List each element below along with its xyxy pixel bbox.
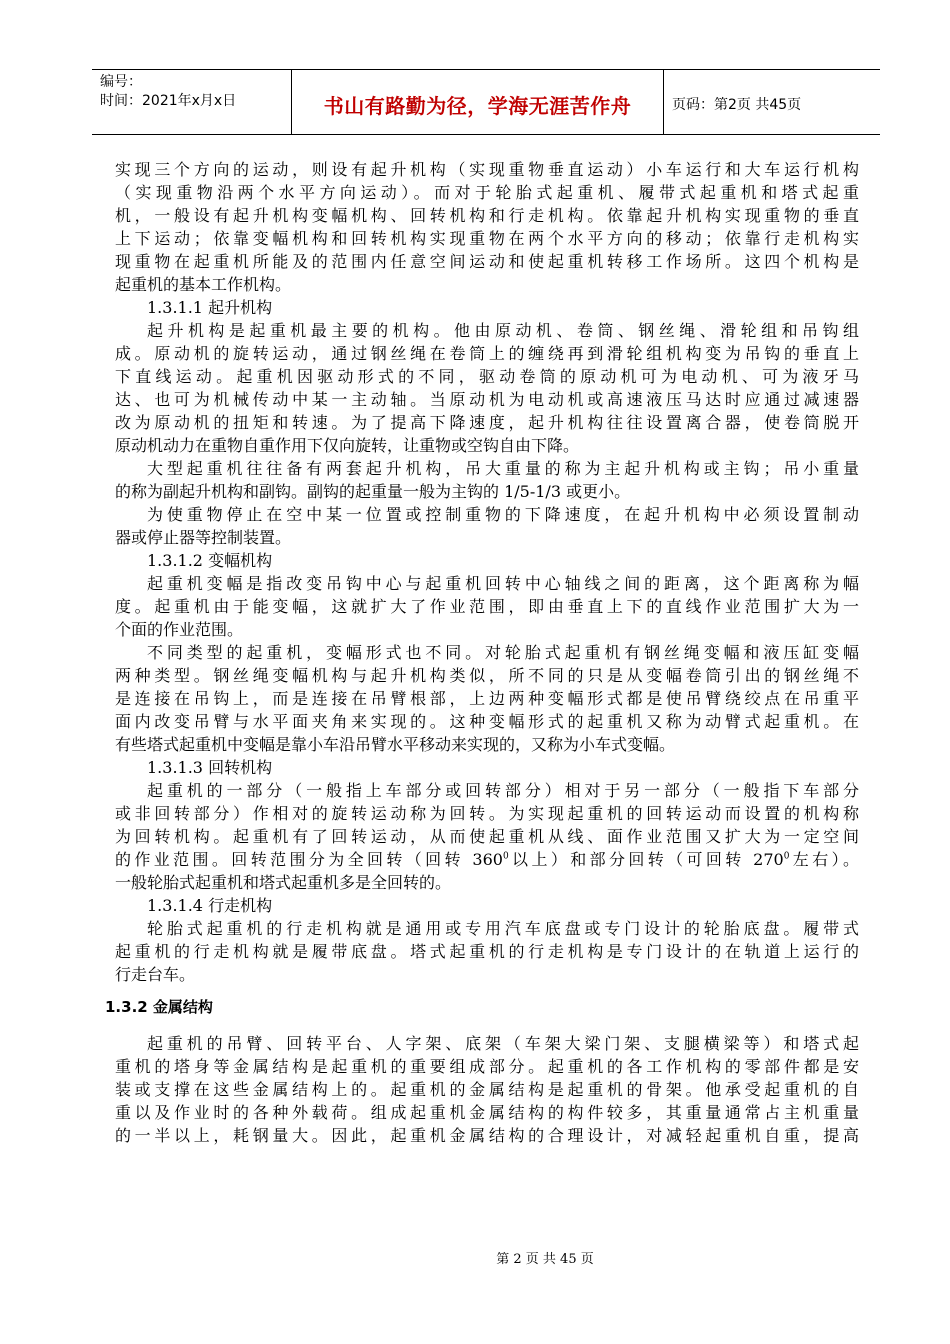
text-line: 器或停止器等控制装置。	[115, 528, 292, 547]
text-line: 起升机构是起重机最主要的机构。他由原动机、卷筒、钢丝绳、滑轮组和吊钩组	[147, 321, 859, 340]
text-line: 个面的作业范围。	[115, 620, 244, 639]
text-line: 实现三个方向的运动，则设有起升机构（实现重物垂直运动）小车运行和大车运行机构	[115, 160, 859, 179]
text-line-with-superscript	[115, 848, 859, 871]
header-table	[92, 69, 880, 135]
section-heading-1-3-2: 1.3.2 金属结构	[105, 998, 213, 1016]
text-line: 装或支撑在这些金属结构上的。起重机的金属结构是起重机的骨架。他承受起重机的自	[115, 1080, 859, 1099]
text-line: 为回转机构。起重机有了回转运动，从而使起重机从线、面作业范围又扩大为一定空间	[115, 827, 859, 846]
text-line: 现重物在起重机所能及的范围内任意空间运动和使起重机转移工作场所。这四个机构是	[115, 252, 859, 271]
time-label: 时间：2021年x月x日	[100, 93, 237, 109]
text-line: 起重机的一部分（一般指上车部分或回转部分）相对于另一部分（一般指下车部分	[147, 781, 859, 800]
section-heading-1-3-1-1: 1.3.1.1 起升机构	[147, 298, 273, 317]
text-line: 是连接在吊钩上，而是连接在吊臂根部，上边两种变幅形式都是使吊臂绕绞点在吊重平	[115, 689, 859, 708]
text-line: 下直线运动。起重机因驱动形式的不同，驱动卷筒的原动机可为电动机、可为液牙马	[115, 367, 859, 386]
text-line: （实现重物沿两个水平方向运动）。而对于轮胎式起重机、履带式起重机和塔式起重	[115, 183, 859, 202]
text-line: 面内改变吊臂与水平面夹角来实现的。这种变幅形式的起重机又称为动臂式起重机。在	[115, 712, 859, 731]
text-line: 机，一般设有起升机构变幅机构、回转机构和行走机构。依靠起升机构实现重物的垂直	[115, 206, 859, 225]
text-span: 的作业范围。回转范围分为全回转（回转 360	[115, 850, 503, 869]
text-line: 大型起重机往往备有两套起升机构，吊大重量的称为主起升机构或主钩；吊小重量	[147, 459, 859, 478]
text-line: 上下运动；依靠变幅机构和回转机构实现重物在两个水平方向的移动；依靠行走机构实	[115, 229, 859, 248]
text-line: 两种类型。钢丝绳变幅机构与起升机构类似，所不同的只是从变幅卷筒引出的钢丝绳不	[115, 666, 859, 685]
text-line: 改为原动机的扭矩和转速。为了提高下降速度，起升机构往往设置离合器，使卷筒脱开	[115, 413, 859, 432]
text-span: 左右）。	[789, 850, 859, 869]
text-line: 或非回转部分）作相对的旋转运动称为回转。为实现起重机的回转运动而设置的机构称	[115, 804, 859, 823]
text-span: 以上）和部分回转（可回转 270	[508, 850, 784, 869]
text-line: 的一半以上，耗钢量大。因此，起重机金属结构的合理设计，对减轻起重机自重，提高	[115, 1126, 859, 1145]
number-label: 编号：	[100, 74, 142, 90]
text-line: 重机的塔身等金属结构是起重机的重要组成部分。起重机的各工作机构的零部件都是安	[115, 1057, 859, 1076]
body-text	[105, 158, 859, 1147]
text-line: 达、也可为机械传动中某一主动轴。当原动机为电动机或高速液压马达时应通过减速器	[115, 390, 859, 409]
text-line: 行走台车。	[115, 965, 196, 984]
text-line: 起重机的基本工作机构。	[115, 275, 292, 294]
text-line: 为使重物停止在空中某一位置或控制重物的下降速度，在起升机构中必须设置制动	[147, 505, 859, 524]
degree-superscript: 0	[783, 851, 790, 862]
header-page-info: 页码：第2页 共45页	[672, 97, 802, 113]
text-line: 不同类型的起重机，变幅形式也不同。对轮胎式起重机有钢丝绳变幅和液压缸变幅	[147, 643, 859, 662]
text-line: 一般轮胎式起重机和塔式起重机多是全回转的。	[115, 873, 452, 892]
text-line: 起重机变幅是指改变吊钩中心与起重机回转中心轴线之间的距离，这个距离称为幅	[147, 574, 859, 593]
header-left-cell	[92, 70, 292, 134]
header-motto-cell	[292, 70, 664, 134]
section-heading-1-3-1-4: 1.3.1.4 行走机构	[147, 896, 273, 915]
text-line: 有些塔式起重机中变幅是靠小车沿吊臂水平移动来实现的，又称为小车式变幅。	[115, 735, 676, 754]
text-line: 成。原动机的旋转运动，通过钢丝绳在卷筒上的缠绕再到滑轮组机构变为吊钩的垂直上	[115, 344, 859, 363]
section-heading-1-3-1-2: 1.3.1.2 变幅机构	[147, 551, 273, 570]
degree-superscript: 0	[502, 851, 509, 862]
text-line: 起重机的行走机构就是履带底盘。塔式起重机的行走机构是专门设计的在轨道上运行的	[115, 942, 859, 961]
text-line: 起重机的吊臂、回转平台、人字架、底架（车架大梁门架、支腿横梁等）和塔式起	[147, 1034, 859, 1053]
section-heading-1-3-1-3: 1.3.1.3 回转机构	[147, 758, 273, 777]
page-footer: 第 2 页 共 45 页	[496, 1252, 594, 1267]
text-line: 度。起重机由于能变幅，这就扩大了作业范围，即由垂直上下的直线作业范围扩大为一	[115, 597, 859, 616]
motto: 书山有路勤为径，学海无涯苦作舟	[323, 93, 632, 118]
text-line: 原动机动力在重物自重作用下仅向旋转，让重物或空钩自由下降。	[115, 436, 580, 455]
text-line: 的称为副起升机构和副钩。副钩的起重量一般为主钩的 1/5-1/3 或更小。	[115, 482, 631, 501]
text-line: 轮胎式起重机的行走机构就是通用或专用汽车底盘或专门设计的轮胎底盘。履带式	[147, 919, 859, 938]
text-line: 重以及作业时的各种外载荷。组成起重机金属结构的构件较多，其重量通常占主机重量	[115, 1103, 859, 1122]
